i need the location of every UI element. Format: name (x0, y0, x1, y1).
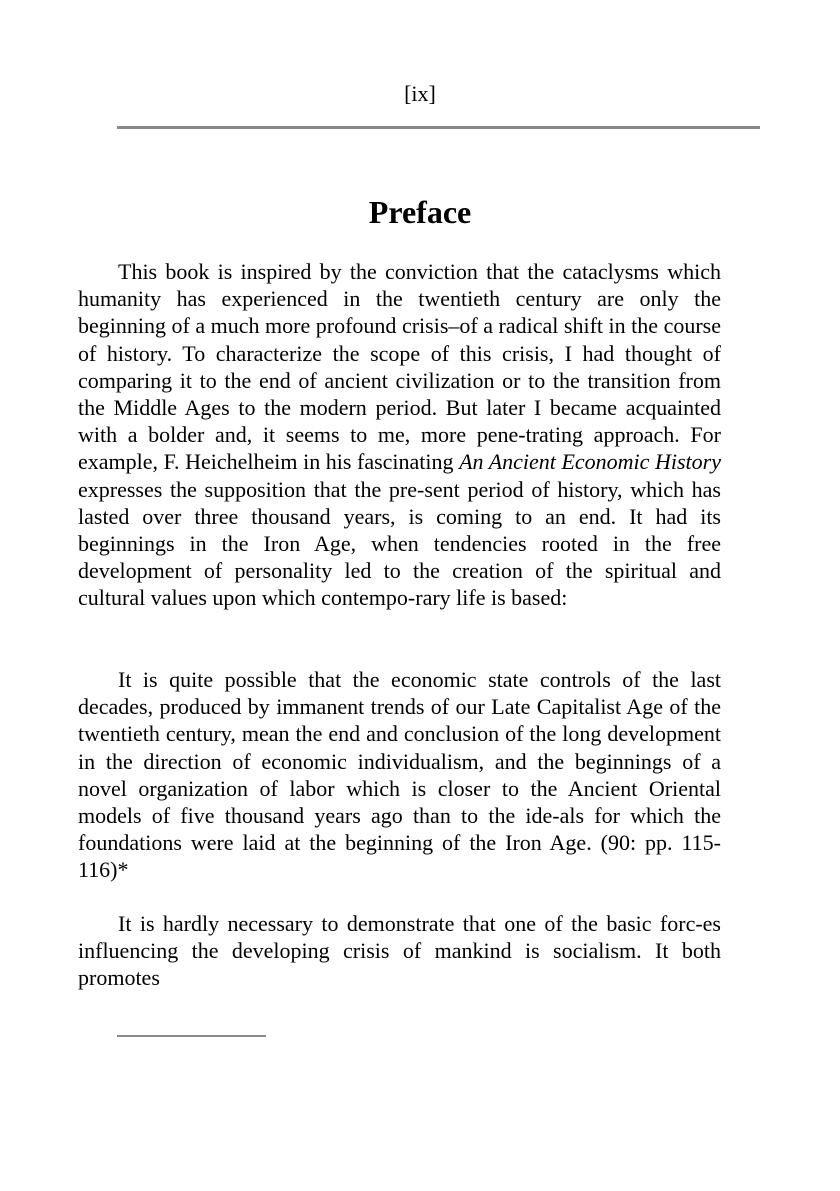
footnote-rule (117, 1035, 266, 1037)
page-number: [ix] (404, 81, 436, 106)
book-title-italic: An Ancient Economic History (459, 449, 721, 475)
paragraph-1-text-start: This book is inspired by the conviction that the cataclysms which humanity has experienced in the twentieth century are only the beginning of a much more profound crisis–of a radical shift in the course of history. To characterize the scope of this crisis, I had thought of comparing it to the end of ancient civilization or to the transition from the Middle Ages to the modern period. But later I became acquainted with a bolder and, it seems to me, more pene-trating approach. For example, F. Heichelheim in his fascinating (78, 259, 721, 475)
chapter-title: Preface (368, 194, 472, 230)
paragraph-2: It is hardly necessary to demonstrate that one of the basic forc-es influencing the developing crisis of mankind is socialism. It both promotes (78, 911, 721, 991)
header-rule (117, 126, 760, 129)
block-quote: It is quite possible that the economic state controls of the last decades, produced by immanent trends of our Late Capitalist Age of the twentieth century, mean the end and conclusion of the long development in the direction of economic individualism, and the beginnings of a novel organization of labor which is closer to the Ancient Oriental models of five thousand years ago than to the ide-als for which the foundations were laid at the beginning of the Iron Age. (90: pp. 115-116)* (78, 667, 721, 883)
paragraph-1-text-end: expresses the supposition that the pre-sent period of history, which has lasted over three thousand years, is coming to an end. It had its beginnings in the Iron Age, when tendencies rooted in the free development of personality led to the creation of the spiritual and cultural values upon which contempo-rary life is based: (78, 476, 721, 611)
paragraph-1 (78, 258, 721, 612)
